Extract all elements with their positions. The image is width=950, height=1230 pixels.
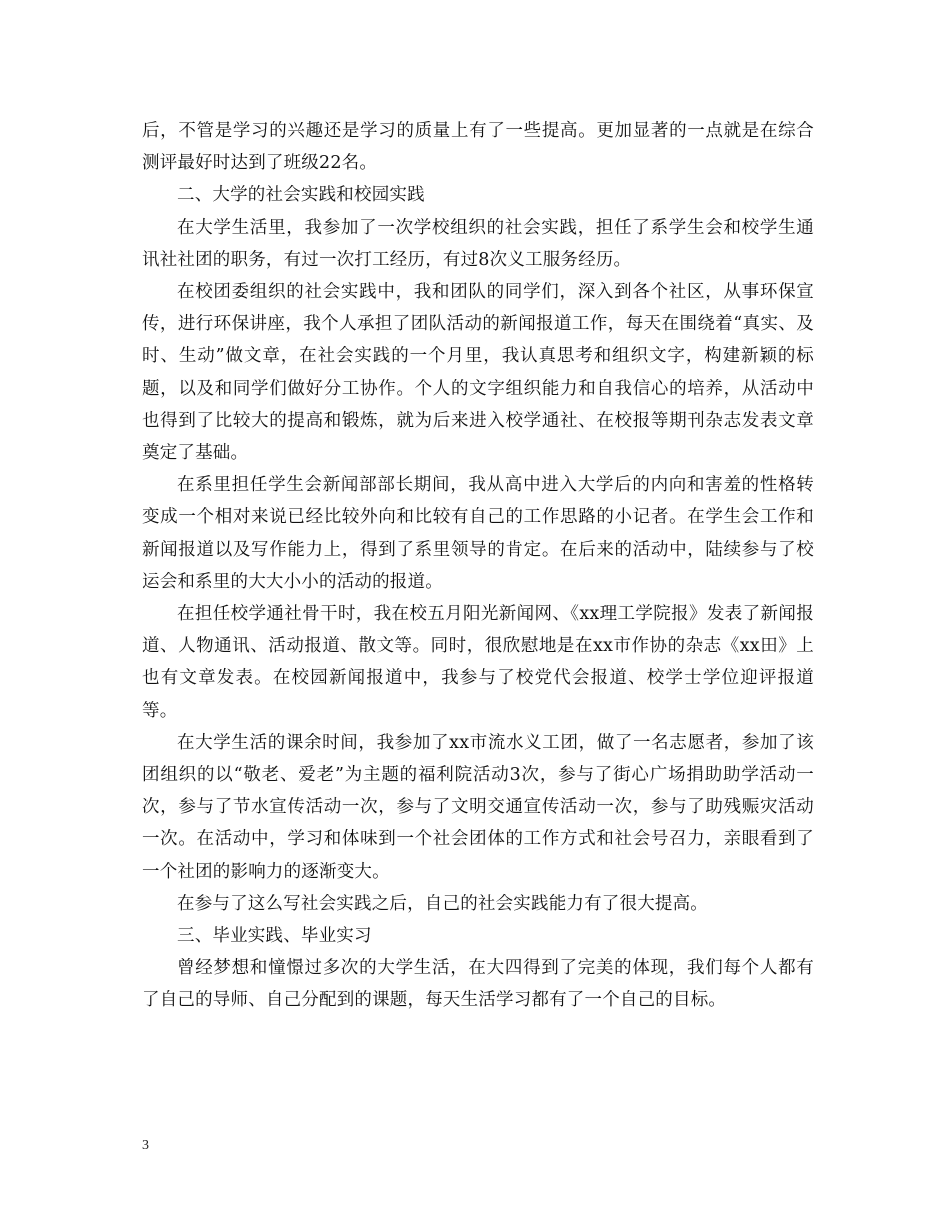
paragraph-league-practice: 在校团委组织的社会实践中，我和团队的同学们，深入到各个社区，从事环保宣传，进行环保讲座，我个人承担了团队活动的新闻报道工作，每天在围绕着“真实、及时、生动”做文章，在社会实践的一个月里，我认真思考和组织文字，构建新颖的标题，以及和同学们做好分工协作。个人的文字组织能力和自我信心的培养，从活动中也得到了比较大的提高和锻炼，就为后来进入校学通社、在校报等期刊杂志发表文章奠定了基础。 <box>142 282 814 464</box>
paragraph-news-department: 在系里担任学生会新闻部部长期间，我从高中进入大学后的内向和害羞的性格转变成一个相对来说已经比较外向和比较有自己的工作思路的小记者。在学生会工作和新闻报道以及写作能力上，得到了系里领导的肯定。在后来的活动中，陆续参与了校运会和系里的大大小小的活动的报道。 <box>142 475 814 592</box>
paragraph-college-life-roles: 在大学生活里，我参加了一次学校组织的社会实践，担任了系学生会和校学生通讯社社团的职务，有过一次打工经历，有过8次义工服务经历。 <box>142 217 814 270</box>
paragraph-practice-summary: 在参与了这么写社会实践之后，自己的社会实践能力有了很大提高。 <box>177 893 708 914</box>
paragraph-volunteer: 在大学生活的课余时间，我参加了xx市流水义工团，做了一名志愿者，参加了该团组织的以“敬老、爱老”为主题的福利院活动3次，参与了街心广场捐助助学活动一次，参与了节水宣传活动一次，参与了文明交通宣传活动一次，参与了助残赈灾活动一次。在活动中，学习和体味到一个社会团体的工作方式和社会号召力，亲眼看到了一个社团的影响力的逐渐变大。 <box>142 732 814 882</box>
paragraph-senior-year: 曾经梦想和憧憬过多次的大学生活，在大四得到了完美的体现，我们每个人都有了自己的导师、自己分配到的课题，每天生活学习都有了一个自己的目标。 <box>142 958 814 1011</box>
page-number: 3 <box>142 1138 149 1153</box>
section-heading-social-practice: 二、大学的社会实践和校园实践 <box>177 185 425 206</box>
paragraph-continuation: 后，不管是学习的兴趣还是学习的质量上有了一些提高。更加显著的一点就是在综合测评最好时达到了班级22名。 <box>142 121 814 174</box>
section-heading-graduation-practice: 三、毕业实践、毕业实习 <box>177 926 372 947</box>
document-body <box>142 115 814 1017</box>
paragraph-press-club: 在担任校学通社骨干时，我在校五月阳光新闻网、《xx理工学院报》发表了新闻报道、人物通讯、活动报道、散文等。同时，很欣慰地是在xx市作协的杂志《xx田》上也有文章发表。在校园新闻报道中，我参与了校党代会报道、校学士学位迎评报道等。 <box>142 604 814 721</box>
